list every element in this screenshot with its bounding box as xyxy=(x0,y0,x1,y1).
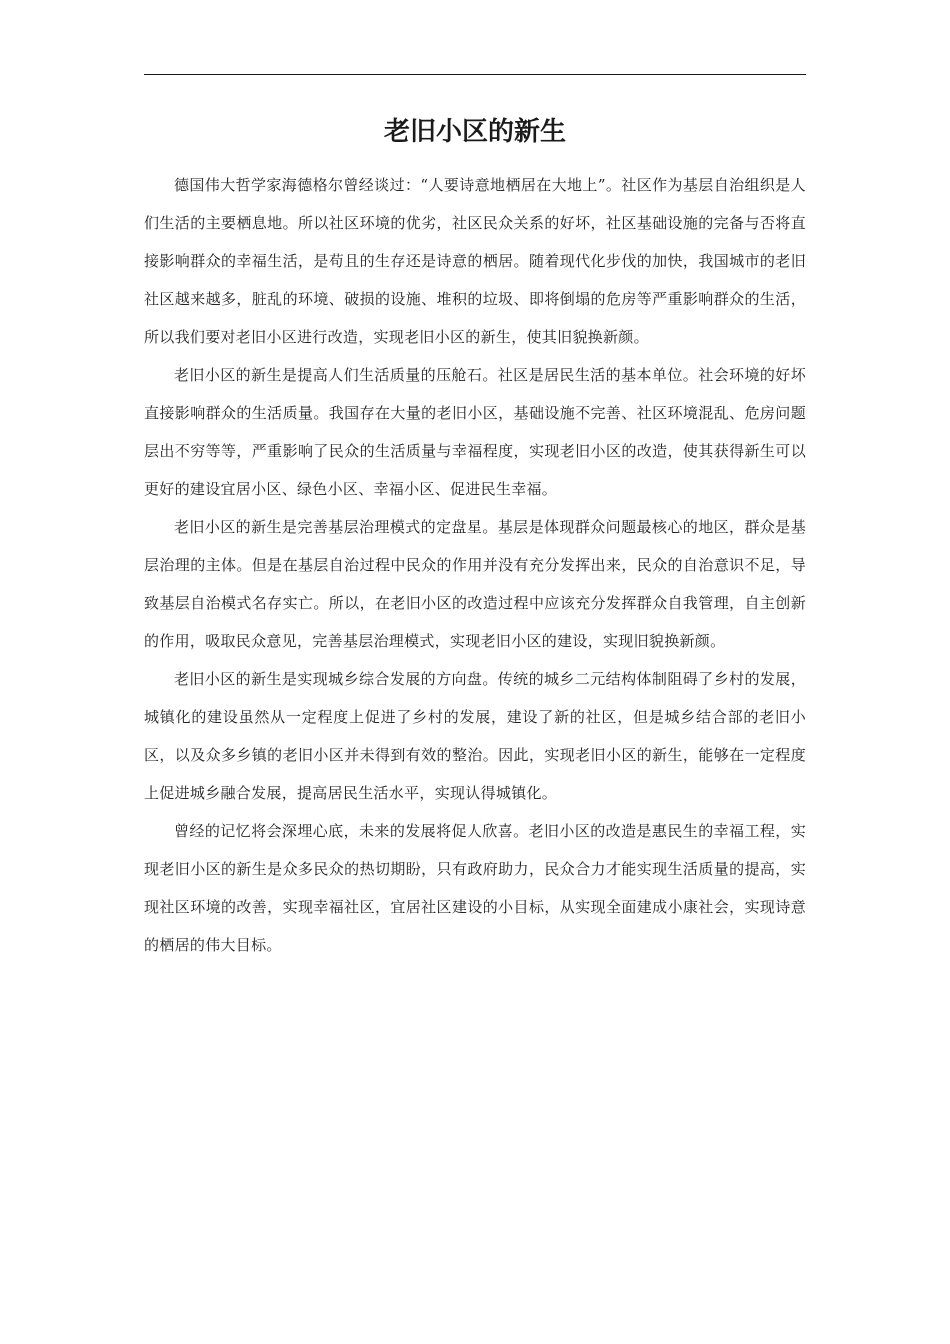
paragraph-5: 曾经的记忆将会深埋心底，未来的发展将促人欣喜。老旧小区的改造是惠民生的幸福工程，实现老旧小区的新生是众多民众的热切期盼，只有政府助力，民众合力才能实现生活质量的提高，实现社区环境的改善，实现幸福社区，宜居社区建设的小目标，从实现全面建成小康社会，实现诗意的栖居的伟大目标。 xyxy=(144,822,806,954)
paragraph-4: 老旧小区的新生是实现城乡综合发展的方向盘。传统的城乡二元结构体制阻碍了乡村的发展，城镇化的建设虽然从一定程度上促进了乡村的发展，建设了新的社区，但是城乡结合部的老旧小区，以及众多乡镇的老旧小区并未得到有效的整治。因此，实现老旧小区的新生，能够在一定程度上促进城乡融合发展，提高居民生活水平，实现认得城镇化。 xyxy=(144,670,806,802)
paragraph-1: 德国伟大哲学家海德格尔曾经谈过：“人要诗意地栖居在大地上”。社区作为基层自治组织是人们生活的主要栖息地。所以社区环境的优劣，社区民众关系的好坏，社区基础设施的完备与否将直接影响群众的幸福生活，是苟且的生存还是诗意的栖居。随着现代化步伐的加快，我国城市的老旧社区越来越多，脏乱的环境、破损的设施、堆积的垃圾、即将倒塌的危房等严重影响群众的生活，所以我们要对老旧小区进行改造，实现老旧小区的新生，使其旧貌换新颜。 xyxy=(144,176,806,346)
document-body xyxy=(144,166,806,964)
header-rule xyxy=(144,74,806,75)
paragraph-2: 老旧小区的新生是提高人们生活质量的压舱石。社区是居民生活的基本单位。社会环境的好坏直接影响群众的生活质量。我国存在大量的老旧小区，基础设施不完善、社区环境混乱、危房问题层出不穷等等，严重影响了民众的生活质量与幸福程度，实现老旧小区的改造，使其获得新生可以更好的建设宜居小区、绿色小区、幸福小区、促进民生幸福。 xyxy=(144,366,806,498)
paragraph-3: 老旧小区的新生是完善基层治理模式的定盘星。基层是体现群众问题最核心的地区，群众是基层治理的主体。但是在基层自治过程中民众的作用并没有充分发挥出来，民众的自治意识不足，导致基层自治模式名存实亡。所以，在老旧小区的改造过程中应该充分发挥群众自我管理，自主创新的作用，吸取民众意见，完善基层治理模式，实现老旧小区的建设，实现旧貌换新颜。 xyxy=(144,518,806,650)
page-title: 老旧小区的新生 xyxy=(383,117,566,147)
